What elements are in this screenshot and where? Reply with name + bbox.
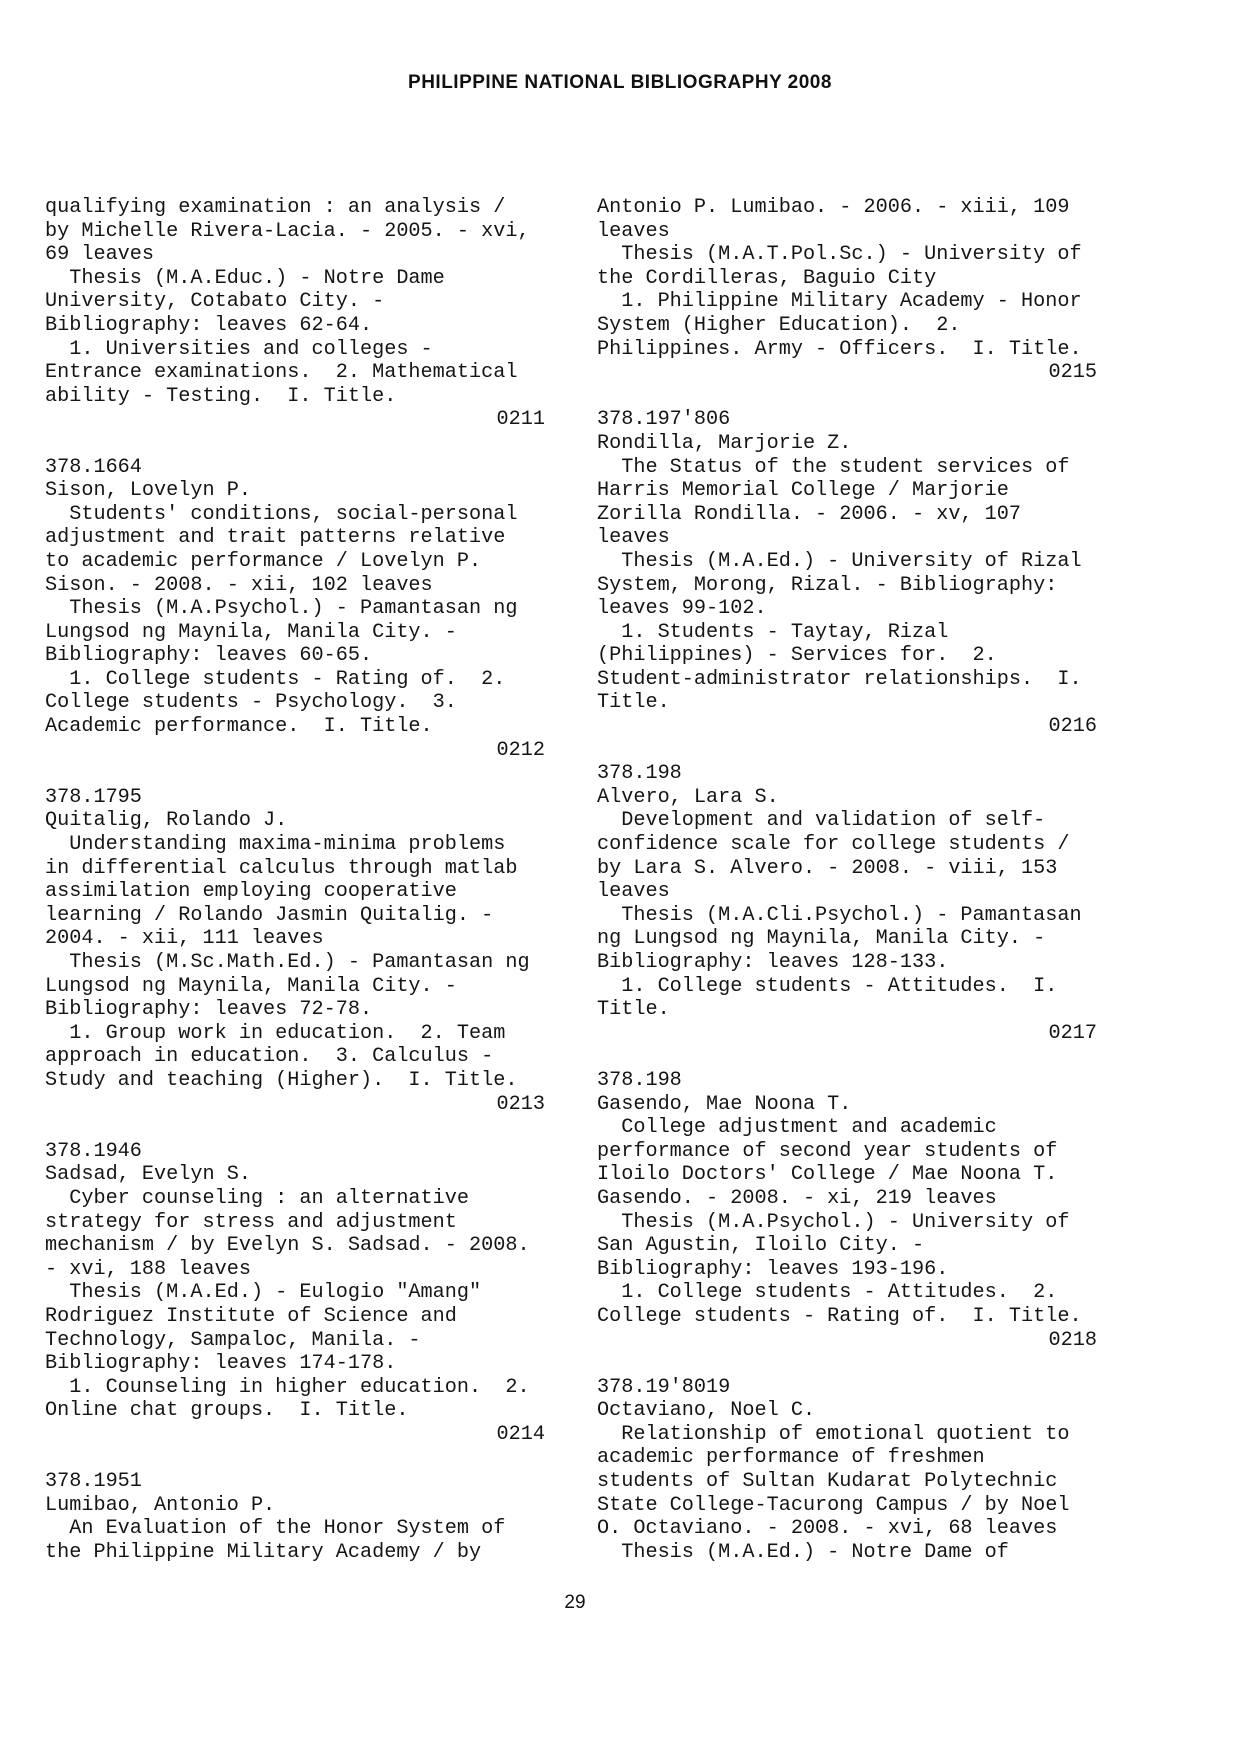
text-line: Thesis (M.A.Ed.) - University of Rizal xyxy=(597,549,1082,573)
text-line: Iloilo Doctors' College / Mae Noona T. xyxy=(597,1163,1058,1187)
text-line: assimilation employing cooperative xyxy=(45,880,457,904)
text-line: leaves xyxy=(597,880,670,904)
page-title: PHILIPPINE NATIONAL BIBLIOGRAPHY 2008 xyxy=(408,72,832,93)
text-line: Online chat groups. I. Title. xyxy=(45,1399,409,1423)
text-line: Title. xyxy=(597,998,670,1022)
entry-number: 0215 xyxy=(1048,361,1097,385)
text-line: Technology, Sampaloc, Manila. - xyxy=(45,1328,421,1352)
text-line: The Status of the student services of xyxy=(597,455,1070,479)
text-line: Student-administrator relationships. I. xyxy=(597,667,1082,691)
text-line: Thesis (M.A.Ed.) - Notre Dame of xyxy=(597,1540,1009,1564)
text-line: 1. College students - Attitudes. I. xyxy=(597,974,1058,998)
text-line xyxy=(597,1045,1097,1069)
text-line: Bibliography: leaves 174-178. xyxy=(45,1352,397,1376)
text-line: College students - Psychology. 3. xyxy=(45,691,457,715)
text-line: Octaviano, Noel C. xyxy=(597,1399,816,1423)
text-line: 1. Counseling in higher education. 2. xyxy=(45,1375,530,1399)
entry-number: 0213 xyxy=(496,1092,545,1116)
text-line: 1. Philippine Military Academy - Honor xyxy=(597,290,1082,314)
text-line: by Michelle Rivera-Lacia. - 2005. - xvi, xyxy=(45,219,530,243)
text-line: Harris Memorial College / Marjorie xyxy=(597,479,1009,503)
text-line: Quitalig, Rolando J. xyxy=(45,809,288,833)
text-line: in differential calculus through matlab xyxy=(45,856,518,880)
entry-number: 0212 xyxy=(496,738,545,762)
text-line: 378.19'8019 xyxy=(597,1375,731,1399)
text-line: the Cordilleras, Baguio City xyxy=(597,266,937,290)
text-line: Sadsad, Evelyn S. xyxy=(45,1163,251,1187)
text-line: University, Cotabato City. - xyxy=(45,290,385,314)
text-line: confidence scale for college students / xyxy=(597,833,1070,857)
text-line: 378.1946 xyxy=(45,1139,142,1163)
text-line: Bibliography: leaves 60-65. xyxy=(45,644,373,668)
text-line: ng Lungsod ng Maynila, Manila City. - xyxy=(597,927,1046,951)
text-line: 1. Universities and colleges - xyxy=(45,337,433,361)
text-line: 1. Group work in education. 2. Team xyxy=(45,1021,506,1045)
text-line: Lungsod ng Maynila, Manila City. - xyxy=(45,620,457,644)
text-line: Bibliography: leaves 62-64. xyxy=(45,313,373,337)
text-line: 1. Students - Taytay, Rizal xyxy=(597,620,949,644)
text-line: Thesis (M.A.T.Pol.Sc.) - University of xyxy=(597,243,1082,267)
text-line: 1. College students - Rating of. 2. xyxy=(45,667,506,691)
text-line: (Philippines) - Services for. 2. xyxy=(597,644,997,668)
text-line: Bibliography: leaves 193-196. xyxy=(597,1257,949,1281)
text-line: by Lara S. Alvero. - 2008. - viii, 153 xyxy=(597,856,1058,880)
text-line: Zorilla Rondilla. - 2006. - xv, 107 xyxy=(597,502,1022,526)
text-line: mechanism / by Evelyn S. Sadsad. - 2008. xyxy=(45,1234,530,1258)
text-line: leaves xyxy=(597,219,670,243)
text-line: College students - Rating of. I. Title. xyxy=(597,1304,1082,1328)
text-line: State College-Tacurong Campus / by Noel xyxy=(597,1493,1070,1517)
text-line: Study and teaching (Higher). I. Title. xyxy=(45,1068,518,1092)
text-line: An Evaluation of the Honor System of xyxy=(45,1517,506,1541)
text-line: Cyber counseling : an alternative xyxy=(45,1186,470,1210)
text-line: leaves 99-102. xyxy=(597,597,767,621)
text-line: Entrance examinations. 2. Mathematical xyxy=(45,361,518,385)
text-line: Relationship of emotional quotient to xyxy=(597,1422,1070,1446)
text-line xyxy=(45,1446,545,1470)
text-line: Antonio P. Lumibao. - 2006. - xiii, 109 xyxy=(597,196,1070,219)
text-line xyxy=(45,432,545,456)
text-line: Thesis (M.A.Ed.) - Eulogio "Amang" xyxy=(45,1281,482,1305)
text-line: leaves xyxy=(597,526,670,550)
text-line: Rodriguez Institute of Science and xyxy=(45,1304,457,1328)
text-line: Students' conditions, social-personal xyxy=(45,502,518,526)
text-line: Thesis (M.A.Educ.) - Notre Dame xyxy=(45,266,445,290)
text-line: Academic performance. I. Title. xyxy=(45,715,433,739)
text-line: Thesis (M.Sc.Math.Ed.) - Pamantasan ng xyxy=(45,951,530,974)
text-line: 378.1795 xyxy=(45,785,142,809)
text-line: Title. xyxy=(597,691,670,715)
text-line: 378.1951 xyxy=(45,1470,142,1494)
text-line: qualifying examination : an analysis / xyxy=(45,196,506,219)
text-line: learning / Rolando Jasmin Quitalig. - xyxy=(45,903,494,927)
text-line: Development and validation of self- xyxy=(597,809,1046,833)
text-line: Understanding maxima-minima problems xyxy=(45,833,506,857)
text-line: academic performance of freshmen xyxy=(597,1446,985,1470)
text-line: to academic performance / Lovelyn P. xyxy=(45,549,482,573)
bibliography-column-left xyxy=(45,196,545,1564)
text-line: Gasendo, Mae Noona T. xyxy=(597,1092,852,1116)
text-line xyxy=(597,739,1097,763)
text-line: College adjustment and academic xyxy=(597,1116,997,1140)
text-line xyxy=(597,1352,1097,1376)
text-line xyxy=(45,762,545,786)
text-line: Lungsod ng Maynila, Manila City. - xyxy=(45,974,457,998)
text-line: San Agustin, Iloilo City. - xyxy=(597,1234,925,1258)
text-line: System (Higher Education). 2. xyxy=(597,313,961,337)
text-line xyxy=(597,385,1097,409)
bibliography-column-right xyxy=(597,196,1097,1564)
text-line: 69 leaves xyxy=(45,243,155,267)
text-line: strategy for stress and adjustment xyxy=(45,1210,457,1234)
text-line: Thesis (M.A.Cli.Psychol.) - Pamantasan xyxy=(597,903,1082,927)
text-line: students of Sultan Kudarat Polytechnic xyxy=(597,1470,1058,1494)
text-line: 1. College students - Attitudes. 2. xyxy=(597,1281,1058,1305)
entry-number: 0211 xyxy=(496,408,545,432)
text-line: Sison. - 2008. - xii, 102 leaves xyxy=(45,573,433,597)
text-line: 378.198 xyxy=(597,762,682,786)
entry-number: 0218 xyxy=(1048,1328,1097,1352)
text-line: - xvi, 188 leaves xyxy=(45,1257,251,1281)
text-line xyxy=(45,1116,545,1140)
text-line: performance of second year students of xyxy=(597,1139,1058,1163)
text-line: Gasendo. - 2008. - xi, 219 leaves xyxy=(597,1186,997,1210)
text-line: Bibliography: leaves 128-133. xyxy=(597,951,949,974)
text-line: Lumibao, Antonio P. xyxy=(45,1493,276,1517)
text-line: 378.198 xyxy=(597,1068,682,1092)
text-line: the Philippine Military Academy / by xyxy=(45,1540,482,1564)
text-line: Alvero, Lara S. xyxy=(597,785,779,809)
text-line: Sison, Lovelyn P. xyxy=(45,479,251,503)
text-line: 378.1664 xyxy=(45,455,142,479)
page-number: 29 xyxy=(564,1592,586,1613)
text-line: 2004. - xii, 111 leaves xyxy=(45,927,324,951)
text-line: Rondilla, Marjorie Z. xyxy=(597,431,852,455)
text-line: approach in education. 3. Calculus - xyxy=(45,1045,494,1069)
text-line: System, Morong, Rizal. - Bibliography: xyxy=(597,573,1058,597)
text-line: Philippines. Army - Officers. I. Title. xyxy=(597,337,1082,361)
entry-number: 0217 xyxy=(1048,1021,1097,1045)
text-line: Thesis (M.A.Psychol.) - Pamantasan ng xyxy=(45,597,518,621)
text-line: ability - Testing. I. Title. xyxy=(45,384,397,408)
text-line: Bibliography: leaves 72-78. xyxy=(45,998,373,1022)
entry-number: 0214 xyxy=(496,1422,545,1446)
text-line: adjustment and trait patterns relative xyxy=(45,526,506,550)
text-line: O. Octaviano. - 2008. - xvi, 68 leaves xyxy=(597,1517,1058,1541)
entry-number: 0216 xyxy=(1048,715,1097,739)
text-line: Thesis (M.A.Psychol.) - University of xyxy=(597,1210,1070,1234)
text-line: 378.197'806 xyxy=(597,408,731,432)
